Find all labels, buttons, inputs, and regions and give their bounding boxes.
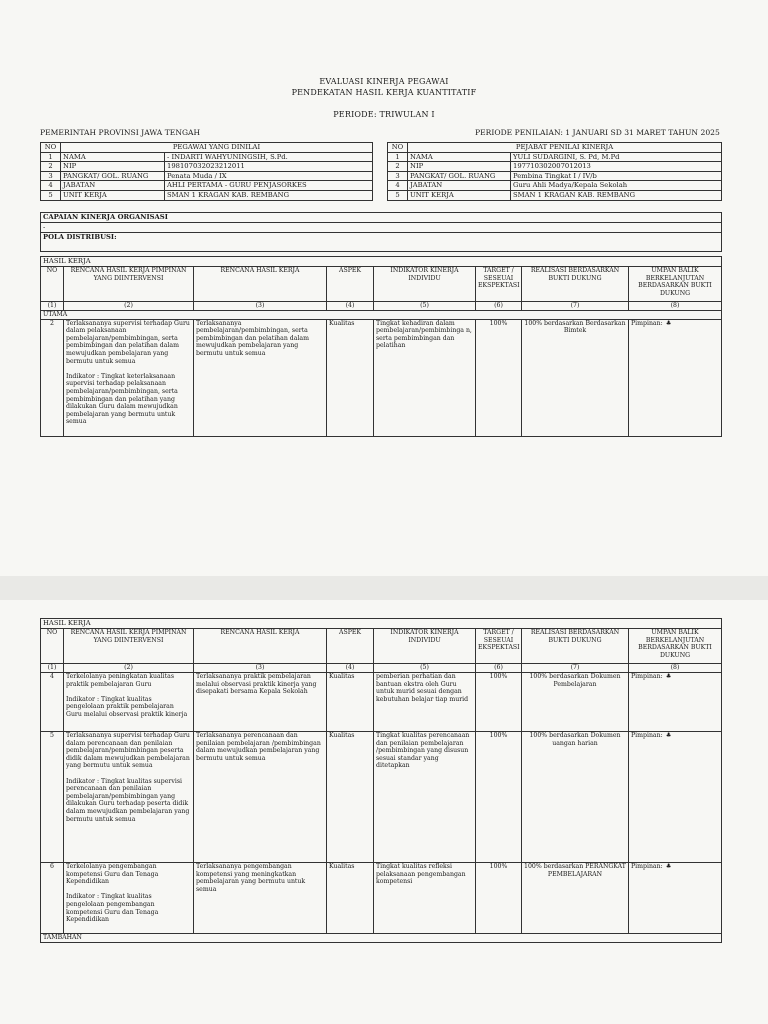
pejabat-row-value: Guru Ahli Madya/Kepala Sekolah [511,181,722,191]
pegawai-row-value: Penata Muda / IX [165,171,373,181]
realisasi-cell [522,732,629,863]
hasil-kerja-row [41,319,722,436]
period-label: PERIODE: TRIWULAN I [333,110,435,119]
section-row [41,619,722,629]
rhk-pimpinan-cell [64,673,194,732]
pegawai-row-no: 1 [41,152,61,162]
rhk-cell [194,732,327,863]
thumbs-up-icon: ♣ [665,319,672,327]
pegawai-row-no: 3 [41,171,61,181]
target-cell [476,319,522,436]
aspek-cell-text: Kualitas [329,319,355,327]
rhk-cell [194,863,327,934]
umpan-balik-cell [629,319,722,436]
capaian-label: CAPAIAN KINERJA ORGANISASI [41,213,722,223]
indikator-cell-text: pemberian perhatian dan bantuan ekstra oleh Guru untuk murid sesuai dengan kebutuhan belajar tiap murid [376,673,469,703]
column-number-row [41,664,722,673]
pegawai-row-no: 2 [41,162,61,172]
pejabat-row-value: YULI SUDARGINI, S. Pd, M.Pd [511,152,722,162]
thumbs-up-icon: ♣ [665,673,672,680]
pegawai-no-header: NO [41,143,61,153]
hasil-kerja-row [41,673,722,732]
column-number: (7) [522,664,629,673]
identity-row [41,152,722,162]
aspek-cell-text: Kualitas [329,673,355,680]
realisasi-cell [522,863,629,934]
column-number-row [41,302,722,311]
column-number: (1) [41,664,64,673]
identity-header-row [41,143,722,153]
row-number [41,673,64,732]
rhk-pimpinan-cell-text: Terkelolanya peningkatan kualitas praktik pembelajaran Guru Indikator : Tingkat kualitas pengelolaan praktik pembelajaran Guru melalui observasi praktik kinerja [66,673,188,718]
umpan-balik-cell [629,863,722,934]
pegawai-row-no: 4 [41,181,61,191]
aspek-cell [327,732,374,863]
realisasi-cell-text: 100% berdasarkan PERANGKAT PEMBELAJARAN [524,863,626,878]
column-header: TARGET / SESEUAI EKSPEKTASI [476,267,522,302]
rhk-cell-text: Terlaksananya praktik pembelajaran melalui observasi praktik kinerja yang disepakati bersama Kepala Sekolah [196,673,317,696]
pola-distribusi-label: POLA DISTRIBUSI: [41,233,722,252]
rhk-cell [194,319,327,436]
indikator-cell-text: Tingkat kualitas perencanaan dan penilaian pembelajaran /pembimbingan yang disusun sesuai standar yang ditetapkan [376,732,470,770]
pegawai-row-label: UNIT KERJA [61,190,165,200]
column-header: RENCANA HASIL KERJA PIMPINAN YANG DIINTERVENSI [64,267,194,302]
column-number: (5) [374,664,476,673]
umpan-balik-cell [629,673,722,732]
identity-table [40,142,722,201]
pegawai-row-label: NIP [61,162,165,172]
column-header: NO [41,629,64,664]
rhk-pimpinan-cell [64,732,194,863]
umpan-balik-cell-text: Pimpinan: [631,319,663,327]
assessment-period: PERIODE PENILAIAN: 1 JANUARI SD 31 MARET TAHUN 2025 [475,128,720,137]
rhk-cell-text: Terlaksananya perencanaan dan penilaian pembelajaran /pembimbingan dalam mewujudkan pembelajaran yang bermutu untuk semua [196,732,321,762]
column-header: NO [41,267,64,302]
target-cell-text: 100% [489,673,508,680]
indikator-cell [374,319,476,436]
identity-gap [373,190,388,200]
aspek-cell [327,319,374,436]
identity-gap [373,171,388,181]
indikator-cell [374,732,476,863]
hasil-kerja-table-page-2 [40,618,722,943]
identity-gap [373,143,388,153]
rhk-pimpinan-cell-text: Terlaksananya supervisi terhadap Guru dalam perencanaan dan penilaian pembelajaran/pembimbingan peserta didik dalam mewujudkan pembelajaran yang bermutu untuk semua Indikator : Tingkat kualitas supervisi perencanaan dan penilaian pembelajaran/pembimbingan yang dilakukan Guru terhadap peserta didik dalam mewujudkan pembelajaran yang bermutu untuk semua [66,732,190,823]
column-header-row [41,267,722,302]
hasil-kerja-row [41,732,722,863]
realisasi-cell-text: 100% berdasarkan Dokumen uangan harian [529,732,621,747]
identity-gap [373,181,388,191]
realisasi-cell [522,319,629,436]
pegawai-row-value: - INDARTI WAHYUNINGSIH, S.Pd. [165,152,373,162]
column-header: RENCANA HASIL KERJA [194,629,327,664]
row-number-text: 5 [50,732,54,739]
column-header: TARGET / SESEUAI EKSPEKTASI [476,629,522,664]
document-subtitle: PENDEKATAN HASIL KERJA KUANTITATIF [291,88,477,97]
rhk-cell-text: Terlaksananya pengembangan kompetensi yang meningkatkan pembelajaran yang bermutu untuk semua [196,863,306,893]
column-header: REALISASI BERDASARKAN BUKTI DUKUNG [522,267,629,302]
pegawai-row-value: AHLI PERTAMA - GURU PENJASORKES [165,181,373,191]
row-number [41,319,64,436]
pejabat-header: PEJABAT PENILAI KINERJA [408,143,722,153]
pejabat-row-label: UNIT KERJA [408,190,511,200]
identity-gap [373,162,388,172]
column-number: (5) [374,302,476,311]
target-cell [476,863,522,934]
pejabat-row-value: 197710302007012013 [511,162,722,172]
indikator-cell [374,863,476,934]
aspek-cell [327,673,374,732]
target-cell-text: 100% [489,319,508,327]
agency-name: PEMERINTAH PROVINSI JAWA TENGAH [40,128,201,137]
column-number: (3) [194,302,327,311]
column-header: INDIKATOR KINERJA INDIVIDU [374,267,476,302]
column-header: UMPAN BALIK BERKELANJUTAN BERDASARKAN BUKTI DUKUNG [629,629,722,664]
row-number-text: 4 [50,673,54,680]
document-title: EVALUASI KINERJA PEGAWAI [319,77,449,86]
realisasi-cell-text: 100% berdasarkan Berdasarkan Bimtek [524,319,626,335]
rhk-pimpinan-cell-text: Terlaksananya supervisi terhadap Guru dalam pelaksanaan pembelajaran/pembimbingan, serta pembimbingan dan pelatihan dalam mewujudkan pembelajaran yang bermutu untuk semua Indikator : Tingkat keterlaksanaan supervisi terhadap pelaksanaan pembelajaran/pembimbingan, serta pembimbingan dan pelatihan yang dilakukan Guru dalam mewujudkan pembelajaran yang bermutu untuk semua [66,319,190,426]
aspek-cell-text: Kualitas [329,732,355,739]
column-header: RENCANA HASIL KERJA PIMPINAN YANG DIINTERVENSI [64,629,194,664]
thumbs-up-icon: ♣ [665,863,672,870]
pejabat-row-value: Pembina Tingkat I / IV/b [511,171,722,181]
identity-gap [373,152,388,162]
pejabat-row-label: NAMA [408,152,511,162]
target-cell-text: 100% [489,732,508,739]
tambahan-label: TAMBAHAN [41,934,722,943]
column-number: (7) [522,302,629,311]
column-header-row [41,629,722,664]
capaian-table [40,212,722,252]
form-page-2 [0,600,768,1024]
pejabat-row-no: 2 [388,162,408,172]
pegawai-row-value: SMAN 1 KRAGAN KAB. REMBANG [165,190,373,200]
pejabat-row-label: NIP [408,162,511,172]
hasil-kerja-row [41,863,722,934]
pejabat-row-no: 5 [388,190,408,200]
column-header: ASPEK [327,267,374,302]
column-number: (8) [629,302,722,311]
target-cell-text: 100% [489,863,508,870]
pegawai-row-label: NAMA [61,152,165,162]
pejabat-row-label: JABATAN [408,181,511,191]
utama-row [41,311,722,320]
row-number [41,732,64,863]
umpan-balik-cell-text: Pimpinan: [631,732,663,739]
pejabat-row-label: PANGKAT/ GOL. RUANG [408,171,511,181]
rhk-pimpinan-cell [64,863,194,934]
umpan-balik-cell [629,732,722,863]
umpan-balik-cell-text: Pimpinan: [631,673,663,680]
column-number: (4) [327,664,374,673]
identity-row [41,162,722,172]
aspek-cell-text: Kualitas [329,863,355,870]
column-header: RENCANA HASIL KERJA [194,267,327,302]
umpan-balik-cell-text: Pimpinan: [631,863,663,870]
realisasi-cell-text: 100% berdasarkan Dokumen Pembelajaran [529,673,621,688]
column-header: UMPAN BALIK BERKELANJUTAN BERDASARKAN BUKTI DUKUNG [629,267,722,302]
column-header: ASPEK [327,629,374,664]
pejabat-row-no: 1 [388,152,408,162]
pejabat-row-no: 4 [388,181,408,191]
rhk-pimpinan-cell-text: Terkelolanya pengembangan kompetensi Guru dan Tenaga Kependidikan Indikator : Tingkat kualitas pengelolaan pengembangan kompetensi Guru dan Tenaga Kependidikan [66,863,159,924]
target-cell [476,732,522,863]
column-number: (1) [41,302,64,311]
pejabat-row-value: SMAN 1 KRAGAN KAB. REMBANG [511,190,722,200]
rhk-pimpinan-cell [64,319,194,436]
tambahan-row [41,934,722,943]
identity-row [41,190,722,200]
hasil-kerja-table-page-1 [40,256,722,437]
identity-row [41,171,722,181]
pejabat-row-no: 3 [388,171,408,181]
pegawai-row-label: JABATAN [61,181,165,191]
column-header: REALISASI BERDASARKAN BUKTI DUKUNG [522,629,629,664]
column-number: (4) [327,302,374,311]
row-number-text: 6 [50,863,54,870]
realisasi-cell [522,673,629,732]
identity-row [41,181,722,191]
column-header: INDIKATOR KINERJA INDIVIDU [374,629,476,664]
hasil-kerja-section-label: HASIL KERJA [41,257,722,267]
column-number: (6) [476,302,522,311]
section-row [41,257,722,267]
pegawai-row-label: PANGKAT/ GOL. RUANG [61,171,165,181]
pegawai-row-value: 198107032023212011 [165,162,373,172]
column-number: (2) [64,302,194,311]
rhk-cell-text: Terlaksananya pembelajaran/pembimbingan, serta pembimbingan dan pelatihan dalam mewujudkan pembelajaran yang bermutu untuk semua [196,319,309,357]
indikator-cell [374,673,476,732]
aspek-cell [327,863,374,934]
pejabat-no-header: NO [388,143,408,153]
target-cell [476,673,522,732]
row-number [41,863,64,934]
row-number-text: 2 [50,319,54,327]
pegawai-row-no: 5 [41,190,61,200]
rhk-cell [194,673,327,732]
thumbs-up-icon: ♣ [665,732,672,739]
indikator-cell-text: Tingkat kualitas refleksi pelaksanaan pengembangan kompetensi [376,863,466,886]
column-number: (8) [629,664,722,673]
utama-label: UTAMA [41,311,722,320]
capaian-value: - [41,223,722,233]
column-number: (2) [64,664,194,673]
hasil-kerja-section-label: HASIL KERJA [41,619,722,629]
column-number: (6) [476,664,522,673]
indikator-cell-text: Tingkat kehadiran dalam pembelajaran/pembimbinga n, serta pembimbingan dan pelatihan [376,319,472,350]
pegawai-header: PEGAWAI YANG DINILAI [61,143,373,153]
column-number: (3) [194,664,327,673]
